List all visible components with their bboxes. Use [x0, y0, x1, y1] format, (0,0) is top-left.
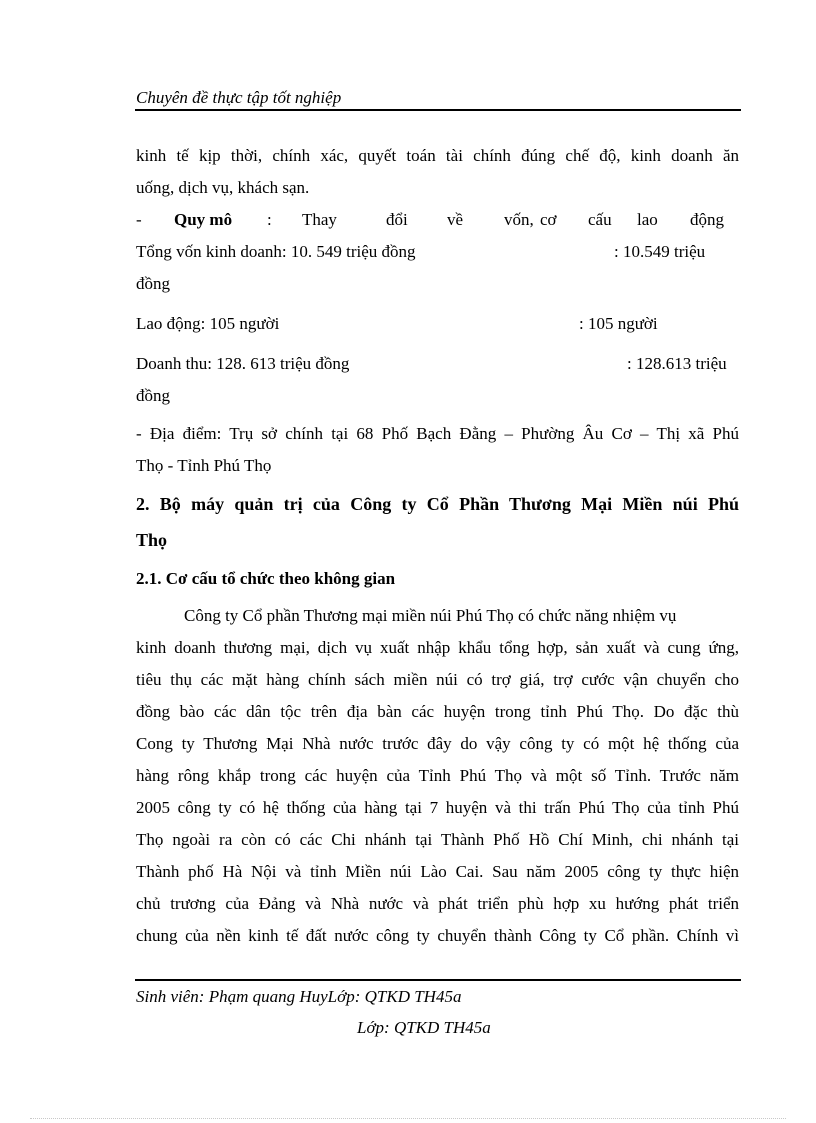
scale-colon: :	[267, 210, 272, 229]
paragraph-line: chung của nền kinh tế đất nước công ty chuyển thành Công ty Cổ phần. Chính vì	[136, 926, 739, 945]
scale-word: về	[447, 210, 464, 229]
paragraph-line: đồng bào các dân tộc trên địa bàn các huyện trong tỉnh Phú Thọ. Do đặc thù	[136, 702, 739, 721]
revenue-value: : 128.613 triệu	[627, 354, 727, 373]
scale-word: lao	[637, 210, 658, 229]
text-line: uống, dịch vụ, khách sạn.	[136, 178, 310, 197]
paragraph-line: Công ty Cổ phần Thương mại miền núi Phú Thọ có chức năng nhiệm vụ	[184, 606, 677, 625]
scale-word: vốn,	[504, 210, 534, 229]
scale-word: cấu	[588, 210, 612, 229]
paragraph-line: tiêu thụ các mặt hàng chính sách miền núi có trợ giá, trợ cước vận chuyển cho	[136, 670, 739, 689]
body-paragraph	[136, 600, 739, 952]
capital-line	[136, 236, 739, 268]
revenue-label: Doanh thu: 128. 613 triệu đồng	[136, 354, 350, 373]
capital-value: : 10.549 triệu	[614, 242, 706, 261]
page-edge-divider	[30, 1118, 786, 1119]
paragraph-line: chủ trương của Đảng và Nhà nước và phát triển phù hợp xu hướng phát triển	[136, 894, 739, 913]
capital-label: Tổng vốn kinh doanh: 10. 549 triệu đồng	[136, 242, 416, 261]
running-header: Chuyên đề thực tập tốt nghiệp	[136, 88, 342, 107]
paragraph-line: kinh doanh thương mại, dịch vụ xuất nhập khẩu tổng hợp, sản xuất và cung ứng,	[136, 638, 739, 657]
text-line: kinh tế kịp thời, chính xác, quyết toán tài chính đúng chế độ, kinh doanh ăn	[136, 146, 739, 165]
paragraph-line: Thọ ngoài ra còn có các Chi nhánh tại Thành Phố Hồ Chí Minh, chi nhánh tại	[136, 830, 739, 849]
scale-word: động	[690, 210, 724, 229]
labor-value: : 105 người	[579, 314, 658, 333]
header-rule	[135, 109, 741, 111]
footer-class: Lớp: QTKD TH45a	[357, 1018, 491, 1037]
paragraph-line: Thành phố Hà Nội và tỉnh Miền núi Lào Cai. Sau năm 2005 công ty thực hiện	[136, 862, 739, 881]
location-line: - Địa điểm: Trụ sở chính tại 68 Phố Bạch Đằng – Phường Âu Cơ – Thị xã Phú	[136, 424, 739, 443]
labor-label: Lao động: 105 người	[136, 314, 280, 333]
subsection-heading: 2.1. Cơ cấu tổ chức theo không gian	[136, 569, 396, 588]
paragraph-line: hàng rông khắp trong các huyện của Tỉnh Phú Thọ và một số Tỉnh. Trước năm	[136, 766, 739, 785]
section-heading: Thọ	[136, 530, 168, 550]
page-body	[136, 140, 739, 952]
scale-label: Quy mô	[174, 210, 233, 229]
paragraph-line: Cong ty Thương Mại Nhà nước trước đây do vậy công ty có một hệ thống của	[136, 734, 739, 753]
scale-dash: -	[136, 210, 142, 229]
scale-word: Thay	[302, 210, 337, 229]
scale-word: cơ	[540, 210, 557, 229]
text-line: đồng	[136, 274, 170, 293]
paragraph-line: 2005 công ty có hệ thống của hàng tại 7 huyện và thi trấn Phú Thọ của tỉnh Phú	[136, 798, 739, 817]
footer-rule	[135, 979, 741, 981]
labor-line	[136, 308, 739, 340]
text-line: đồng	[136, 386, 170, 405]
revenue-line	[136, 348, 739, 380]
scale-line	[136, 204, 739, 236]
scale-word: đổi	[386, 210, 408, 229]
section-heading: 2. Bộ máy quản trị của Công ty Cổ Phần Thương Mại Miền núi Phú	[136, 494, 739, 514]
location-line: Thọ - Tỉnh Phú Thọ	[136, 456, 272, 475]
footer-student: Sinh viên: Phạm quang HuyLớp: QTKD TH45a	[136, 987, 462, 1006]
